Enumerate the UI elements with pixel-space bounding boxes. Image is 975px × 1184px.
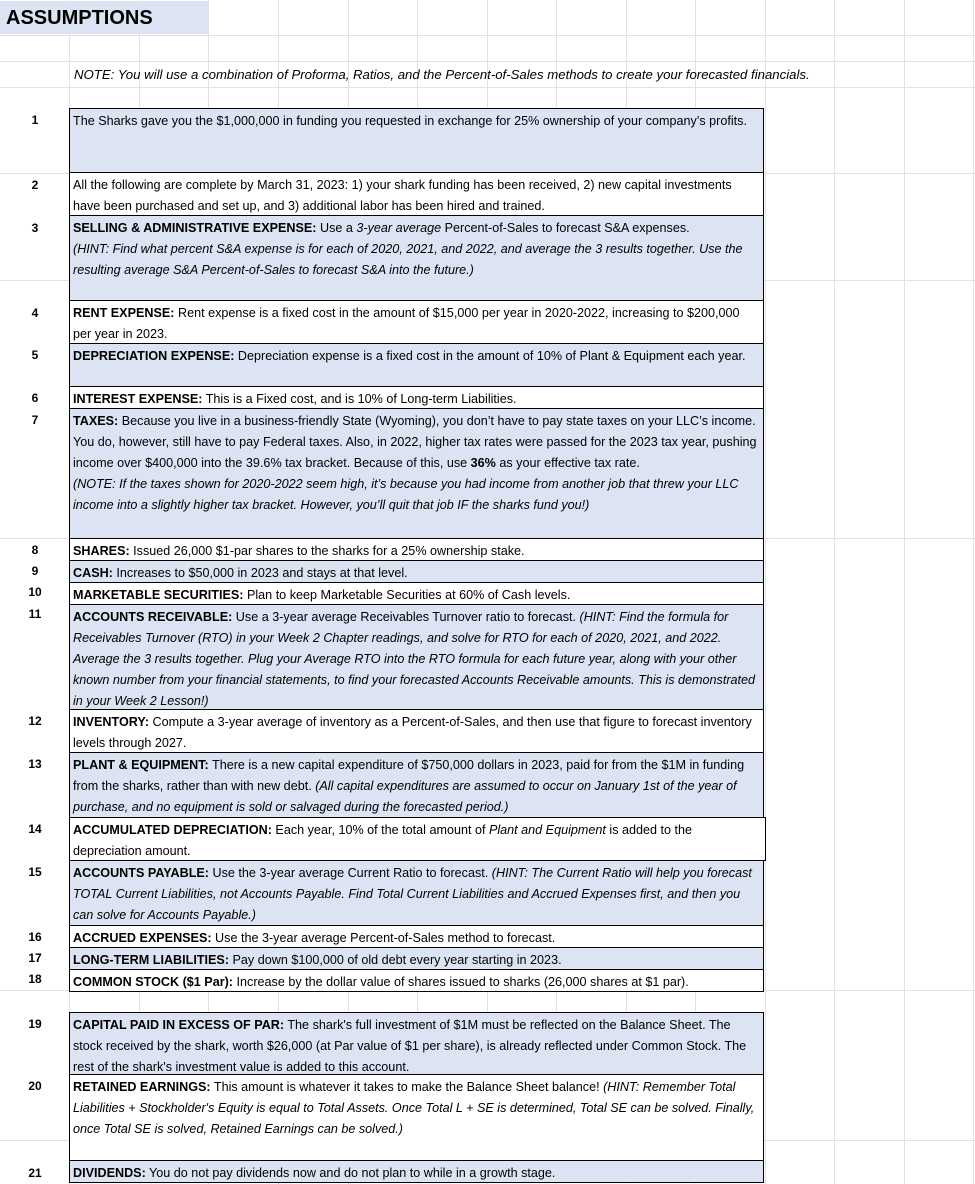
assumption-label: MARKETABLE SECURITIES: bbox=[73, 588, 244, 602]
assumption-text: The shark's full investment of $1M must be reflected on the Balance Sheet. The stock received by the shark, worth $26,000 (at Par value of $1 per share), is already reflected under Common Stock. The rest of the shark's investment value is added to this account. bbox=[73, 1018, 747, 1074]
assumption-cell[interactable] bbox=[69, 1012, 764, 1075]
note-text: NOTE: You will use a combination of Proforma, Ratios, and the Percent-of-Sales methods to create your forecasted financials. bbox=[74, 67, 810, 82]
assumption-text: Depreciation expense is a fixed cost in the amount of 10% of Plant & Equipment each year. bbox=[234, 349, 746, 363]
assumption-text: Use the 3-year average Current Ratio to forecast. bbox=[208, 866, 492, 880]
assumption-text: Rent expense is a fixed cost in the amount of $15,000 per year in 2020-2022, increasing to $200,000 per year in 2023. bbox=[73, 306, 740, 341]
assumption-cell[interactable] bbox=[69, 538, 764, 561]
assumption-cell[interactable] bbox=[69, 108, 764, 173]
assumption-emphasis: 3-year average bbox=[356, 221, 442, 235]
assumption-cell[interactable] bbox=[69, 969, 764, 992]
assumption-cell[interactable] bbox=[69, 925, 764, 948]
assumption-label: PLANT & EQUIPMENT: bbox=[73, 758, 209, 772]
assumption-label: TAXES: bbox=[73, 414, 119, 428]
assumption-label: SELLING & ADMINISTRATIVE EXPENSE: bbox=[73, 221, 317, 235]
assumption-cell[interactable] bbox=[69, 560, 764, 583]
assumption-label: ACCOUNTS PAYABLE: bbox=[73, 866, 209, 880]
assumption-hint: (All capital expenditures are assumed to occur on January 1st of the year of purchase, and no equipment is sold or salvaged during the forecasted period.) bbox=[73, 779, 737, 814]
assumption-label: ACCOUNTS RECEIVABLE: bbox=[73, 610, 233, 624]
assumption-cell[interactable] bbox=[69, 752, 764, 818]
assumption-label: CASH: bbox=[73, 566, 113, 580]
assumption-label: ACCRUED EXPENSES: bbox=[73, 931, 212, 945]
assumption-cell[interactable] bbox=[69, 300, 764, 344]
row-number: 12 bbox=[28, 714, 42, 728]
assumption-text: This amount is whatever it takes to make the Balance Sheet balance! bbox=[210, 1080, 604, 1094]
assumption-cell[interactable] bbox=[69, 860, 764, 926]
assumption-label: DIVIDENDS: bbox=[73, 1166, 146, 1180]
row-number: 9 bbox=[31, 564, 39, 578]
row-number: 8 bbox=[31, 543, 39, 557]
row-number: 13 bbox=[28, 757, 42, 771]
assumption-cell[interactable] bbox=[69, 343, 764, 387]
row-number: 18 bbox=[28, 972, 42, 986]
row-number: 17 bbox=[28, 951, 42, 965]
assumption-strong: 36% bbox=[470, 456, 496, 470]
assumption-label: INTEREST EXPENSE: bbox=[73, 392, 203, 406]
assumption-cell[interactable] bbox=[69, 215, 764, 301]
row-number: 11 bbox=[28, 607, 42, 621]
assumption-hint: (HINT: The Current Ratio will help you forecast TOTAL Current Liabilities, not Accounts Payable. Find Total Current Liabilities and Accrued Expenses first, and then you can solve for Accounts Payable.) bbox=[73, 866, 752, 922]
assumption-text: All the following are complete by March 31, 2023: 1) your shark funding has been received, 2) new capital investments have been purchased and set up, and 3) additional labor has been hired and trained. bbox=[73, 178, 732, 213]
assumption-text: Increases to $50,000 in 2023 and stays at that level. bbox=[112, 566, 408, 580]
assumption-cell[interactable] bbox=[69, 709, 764, 753]
assumption-cell[interactable] bbox=[69, 817, 766, 861]
assumption-cell[interactable] bbox=[69, 947, 764, 970]
assumption-text: Use the 3-year average Percent-of-Sales method to forecast. bbox=[211, 931, 556, 945]
assumption-text: Because you live in a business-friendly State (Wyoming), you don’t have to pay state taxes on your LLC’s income. You do, however, still have to pay Federal taxes. Also, in 2022, higher tax rates were passed for the 2023 tax year, pushing income over $400,000 into the 39.6% tax bracket. Because of this, use bbox=[73, 414, 757, 470]
assumption-text: Issued 26,000 $1-par shares to the sharks for a 25% ownership stake. bbox=[129, 544, 525, 558]
assumption-label: ACCUMULATED DEPRECIATION: bbox=[73, 823, 272, 837]
assumption-text: Increase by the dollar value of shares issued to sharks (26,000 shares at $1 par). bbox=[233, 975, 689, 989]
assumption-label: CAPITAL PAID IN EXCESS OF PAR: bbox=[73, 1018, 285, 1032]
assumption-hint: (HINT: Find the formula for Receivables Turnover (RTO) in your Week 2 Chapter readings, and solve for RTO for each of 2020, 2021, and 2022. Average the 3 results together. Plug your Average RTO into the RTO formula for each future year, along with your other known number from your financial statements, to find your forecasted Accounts Receivable amounts. This is demonstrated in your Week 2 Lesson!) bbox=[73, 610, 756, 708]
assumption-cell[interactable] bbox=[69, 582, 764, 605]
assumption-text: Use a 3-year average Receivables Turnover ratio to forecast. bbox=[232, 610, 580, 624]
row-number: 4 bbox=[31, 306, 39, 320]
assumption-text: This is a Fixed cost, and is 10% of Long-term Liabilities. bbox=[202, 392, 517, 406]
assumption-text: There is a new capital expenditure of $750,000 dollars in 2023, paid for from the $1M in funding from the sharks, rather than with new debt. bbox=[73, 758, 745, 793]
assumption-label: RENT EXPENSE: bbox=[73, 306, 175, 320]
assumption-text: Percent-of-Sales to forecast S&A expenses. bbox=[441, 221, 690, 235]
assumption-text: The Sharks gave you the $1,000,000 in funding you requested in exchange for 25% ownership of your company’s profits. bbox=[73, 114, 747, 128]
row-number: 20 bbox=[28, 1079, 42, 1093]
assumption-cell[interactable] bbox=[69, 386, 764, 409]
assumption-cell[interactable] bbox=[69, 408, 764, 539]
row-number: 15 bbox=[28, 865, 42, 879]
row-number: 6 bbox=[31, 391, 39, 405]
assumption-hint: (NOTE: If the taxes shown for 2020-2022 seem high, it’s because you had income from another job that threw your LLC income into a slightly higher tax bracket. However, you’ll quit that job IF the sharks fund you!) bbox=[73, 477, 739, 512]
assumption-label: LONG-TERM LIABILITIES: bbox=[73, 953, 230, 967]
row-number: 1 bbox=[31, 113, 39, 127]
assumption-emphasis: Plant and Equipment bbox=[488, 823, 606, 837]
assumption-label: SHARES: bbox=[73, 544, 130, 558]
assumption-text: Use a bbox=[316, 221, 357, 235]
row-number: 5 bbox=[31, 348, 39, 362]
assumption-label: COMMON STOCK ($1 Par): bbox=[73, 975, 234, 989]
assumption-text: Each year, 10% of the total amount of bbox=[271, 823, 489, 837]
sheet-title: ASSUMPTIONS bbox=[6, 7, 153, 29]
row-number: 21 bbox=[28, 1166, 42, 1180]
assumption-label: INVENTORY: bbox=[73, 715, 150, 729]
assumption-label: RETAINED EARNINGS: bbox=[73, 1080, 211, 1094]
row-number: 7 bbox=[31, 413, 39, 427]
assumption-text: You do not pay dividends now and do not plan to while in a growth stage. bbox=[145, 1166, 556, 1180]
assumption-hint: (HINT: Find what percent S&A expense is for each of 2020, 2021, and 2022, and average the 3 results together. Use the resulting average S&A Percent-of-Sales to forecast S&A into the future.) bbox=[73, 242, 743, 277]
assumption-text: Plan to keep Marketable Securities at 60% of Cash levels. bbox=[243, 588, 571, 602]
assumption-cell[interactable] bbox=[69, 172, 764, 216]
row-number: 10 bbox=[28, 585, 42, 599]
assumption-cell[interactable] bbox=[69, 1160, 764, 1183]
title-cell[interactable] bbox=[0, 1, 208, 34]
row-number: 3 bbox=[31, 221, 39, 235]
assumption-hint: (HINT: Remember Total Liabilities + Stockholder's Equity is equal to Total Assets. Once Total L + SE is determined, Total SE can be solved. Finally, once Total SE is solved, Retained Earnings can be solved.) bbox=[73, 1080, 755, 1136]
row-number: 14 bbox=[28, 822, 42, 836]
row-number: 19 bbox=[28, 1017, 42, 1031]
assumption-label: DEPRECIATION EXPENSE: bbox=[73, 349, 235, 363]
assumption-cell[interactable] bbox=[69, 1074, 764, 1161]
assumption-text: Pay down $100,000 of old debt every year starting in 2023. bbox=[229, 953, 562, 967]
assumption-text: as your effective tax rate. bbox=[495, 456, 640, 470]
row-number: 16 bbox=[28, 930, 42, 944]
assumption-text: Compute a 3-year average of inventory as a Percent-of-Sales, and then use that figure to forecast inventory levels through 2027. bbox=[73, 715, 752, 750]
assumption-cell[interactable] bbox=[69, 604, 764, 710]
assumption-text: is added to the depreciation amount. bbox=[73, 823, 693, 858]
row-number: 2 bbox=[31, 178, 39, 192]
